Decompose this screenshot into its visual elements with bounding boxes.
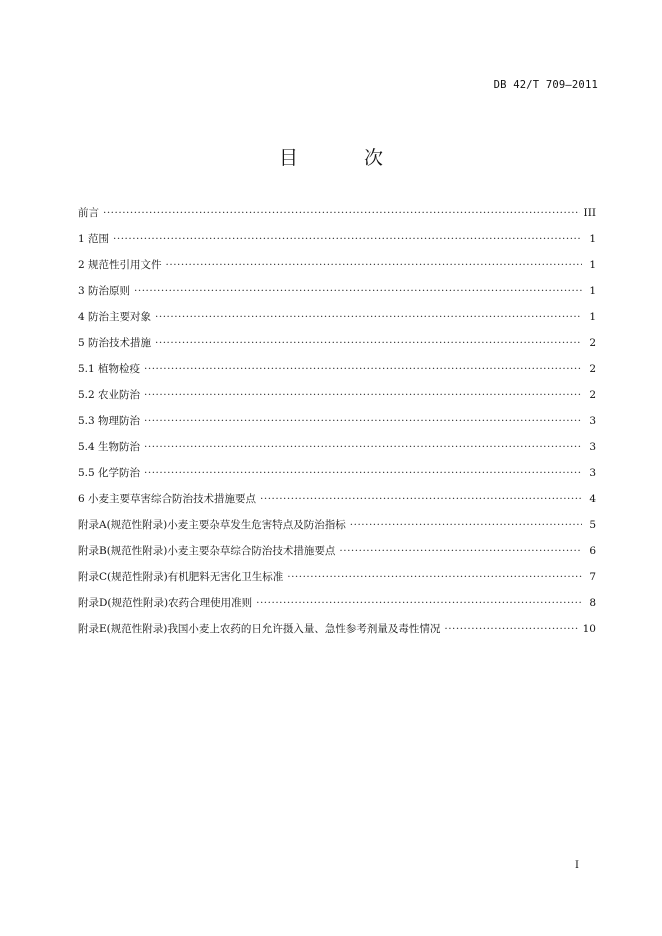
toc-entry[interactable] <box>78 413 596 439</box>
toc-entry-page: 7 <box>589 571 596 583</box>
toc-entry-page: III <box>583 207 596 219</box>
toc-leader-dots <box>113 233 582 245</box>
toc-entry-label: 附录D(规范性附录)农药合理使用准则 <box>78 597 253 609</box>
toc-entry[interactable] <box>78 595 596 621</box>
toc-leader-dots <box>144 389 582 401</box>
toc-entry-label: 5.5 化学防治 <box>78 467 141 479</box>
toc-leader-dots <box>166 259 582 271</box>
toc-entry-page: 8 <box>589 597 596 609</box>
toc-entry-label: 1 范围 <box>78 233 110 245</box>
toc-leader-dots <box>155 337 582 349</box>
toc-entry-page: 6 <box>589 545 596 557</box>
toc-entry-label: 5.4 生物防治 <box>78 441 141 453</box>
toc-entry[interactable] <box>78 361 596 387</box>
toc-leader-dots <box>144 467 582 479</box>
toc-leader-dots <box>144 441 582 453</box>
toc-entry-page: 1 <box>589 311 596 323</box>
toc-entry-page: 4 <box>589 493 596 505</box>
page-number: I <box>575 860 579 871</box>
toc-entry[interactable] <box>78 283 596 309</box>
toc-entry-label: 4 防治主要对象 <box>78 311 152 323</box>
toc-entry-label: 2 规范性引用文件 <box>78 259 162 271</box>
toc-entry-label: 附录C(规范性附录)有机肥料无害化卫生标准 <box>78 571 284 583</box>
toc-entry-page: 3 <box>589 441 596 453</box>
toc-leader-dots <box>339 545 582 557</box>
standard-code: DB 42/T 709—2011 <box>493 79 598 91</box>
toc-entry[interactable] <box>78 569 596 595</box>
toc-entry-label: 6 小麦主要草害综合防治技术措施要点 <box>78 493 257 505</box>
toc-entry-page: 1 <box>589 259 596 271</box>
toc-entry-page: 10 <box>582 623 596 635</box>
toc-entry[interactable] <box>78 439 596 465</box>
toc-entry[interactable] <box>78 257 596 283</box>
toc-entry-label: 3 防治原则 <box>78 285 131 297</box>
toc-entry-page: 3 <box>589 415 596 427</box>
toc-entry-label: 5.1 植物检疫 <box>78 363 141 375</box>
toc-entry-label: 5.2 农业防治 <box>78 389 141 401</box>
toc-entry[interactable] <box>78 387 596 413</box>
toc-entry[interactable] <box>78 335 596 361</box>
toc-entry-label: 前言 <box>78 207 99 219</box>
toc-entry-label: 附录A(规范性附录)小麦主要杂草发生危害特点及防治指标 <box>78 519 346 531</box>
toc-entry-label: 5.3 物理防治 <box>78 415 141 427</box>
toc-entry-label: 附录E(规范性附录)我国小麦上农药的日允许摄入量、急性参考剂量及毒性情况 <box>78 623 441 635</box>
toc-entry[interactable] <box>78 517 596 543</box>
toc-entry-page: 1 <box>589 285 596 297</box>
toc-entry[interactable] <box>78 543 596 569</box>
toc-leader-dots <box>287 571 582 583</box>
toc-entry-label: 附录B(规范性附录)小麦主要杂草综合防治技术措施要点 <box>78 545 336 557</box>
toc-leader-dots <box>256 597 582 609</box>
toc-leader-dots <box>155 311 582 323</box>
toc-leader-dots <box>260 493 582 505</box>
toc-leader-dots <box>350 519 582 531</box>
toc-entry[interactable] <box>78 309 596 335</box>
toc-entry-page: 5 <box>589 519 596 531</box>
toc-entry-page: 2 <box>589 389 596 401</box>
toc-leader-dots <box>144 363 582 375</box>
toc-entry-label: 5 防治技术措施 <box>78 337 152 349</box>
toc-leader-dots <box>134 285 582 297</box>
toc-entry[interactable] <box>78 491 596 517</box>
table-of-contents <box>78 205 596 647</box>
toc-entry[interactable] <box>78 465 596 491</box>
toc-entry[interactable] <box>78 231 596 257</box>
toc-leader-dots <box>444 623 578 635</box>
toc-leader-dots <box>144 415 582 427</box>
toc-title: 目 次 <box>278 147 414 169</box>
toc-entry-page: 2 <box>589 337 596 349</box>
toc-entry-page: 3 <box>589 467 596 479</box>
toc-entry-page: 1 <box>589 233 596 245</box>
toc-entry[interactable] <box>78 621 596 647</box>
toc-leader-dots <box>103 207 580 219</box>
toc-entry[interactable] <box>78 205 596 231</box>
toc-entry-page: 2 <box>589 363 596 375</box>
